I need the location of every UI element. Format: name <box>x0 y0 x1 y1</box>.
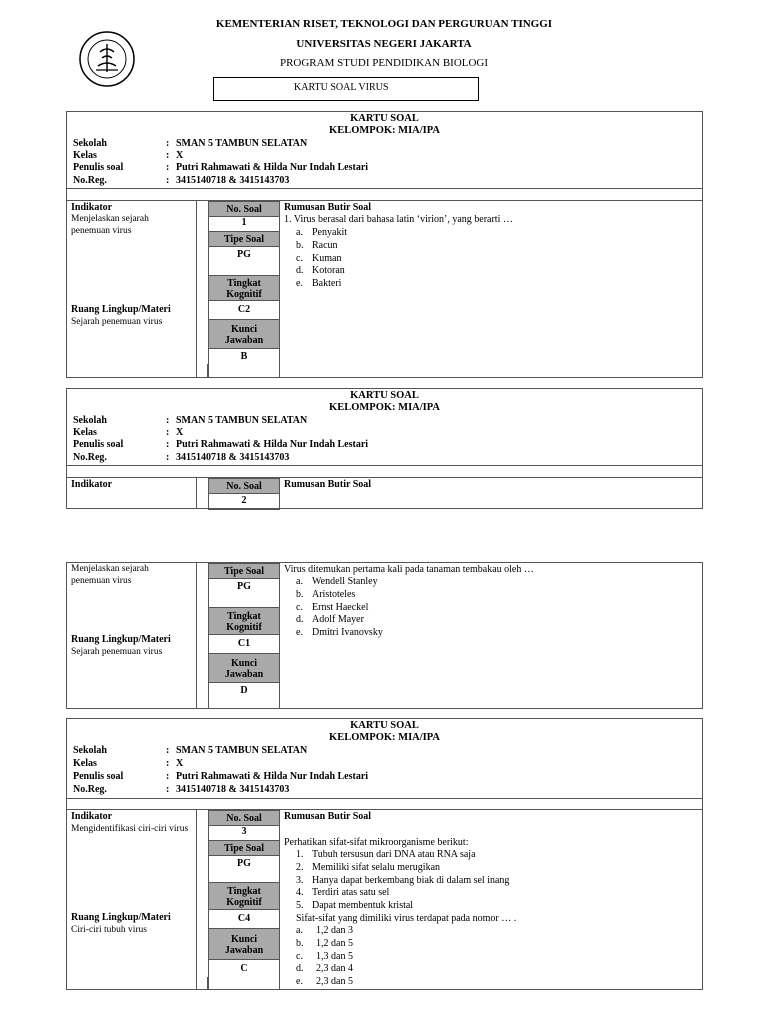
kunci-header: Kunci Jawaban <box>208 319 280 349</box>
option: c. 1,3 dan 5 <box>296 950 353 962</box>
materi-label: Ruang Lingkup/Materi <box>71 634 171 645</box>
question-text: Virus ditemukan pertama kali pada tanaman tembakau oleh … <box>284 564 534 575</box>
card-title: KARTU SOAL <box>350 720 419 731</box>
kognitif-value: C4 <box>208 909 280 929</box>
no-soal-header: No. Soal <box>208 478 280 494</box>
question-text: Sifat-sifat yang dimiliki virus terdapat pada nomor … . <box>296 913 517 924</box>
option: b. Racun <box>296 239 338 251</box>
answer-options <box>284 925 353 989</box>
tingkat-header: Tingkat Kognitif <box>208 607 280 635</box>
statement: 1. Tubuh tersusun dari DNA atau RNA saja <box>296 849 476 860</box>
tingkat-header: Tingkat Kognitif <box>208 882 280 910</box>
question-card-3 <box>66 718 703 990</box>
tipe-soal-value: PG <box>208 855 280 883</box>
no-soal-header: No. Soal <box>208 201 280 217</box>
rumusan-label: Rumusan Butir Soal <box>284 811 372 822</box>
tipe-soal-header: Tipe Soal <box>208 563 280 579</box>
statement: 5. Dapat membentuk kristal <box>296 900 414 912</box>
kunci-value: D <box>208 682 280 709</box>
ministry-title: KEMENTERIAN RISET, TEKNOLOGI DAN PERGURUAN TINGGI <box>215 18 553 30</box>
statement: 4. Terdiri atas satu sel <box>296 887 390 899</box>
answer-options <box>284 576 383 640</box>
tipe-soal-value: PG <box>208 578 280 608</box>
document-title: KARTU SOAL VIRUS <box>294 82 389 93</box>
meta-writer: Penulis soal : Putri Rahmawati & Hilda Nur Indah Lestari <box>73 439 369 450</box>
option: e. Dmitri Ivanovsky <box>296 627 383 639</box>
tipe-soal-header: Tipe Soal <box>208 840 280 856</box>
answer-options <box>284 227 347 291</box>
materi-text: Sejarah penemuan virus <box>71 647 163 657</box>
tingkat-header: Tingkat Kognitif <box>208 275 280 301</box>
rumusan-label: Rumusan Butir Soal <box>284 202 372 213</box>
meta-school: Sekolah : SMAN 5 TAMBUN SELATAN <box>73 138 308 149</box>
card-subtitle: KELOMPOK: MIA/IPA <box>329 125 440 136</box>
document-title-box <box>213 77 479 101</box>
statement: 2. Memiliki sifat selalu merugikan <box>296 861 441 873</box>
meta-class: Kelas : X <box>73 758 184 769</box>
materi-text: Ciri-ciri tubuh virus <box>71 925 147 935</box>
materi-label: Ruang Lingkup/Materi <box>71 912 171 923</box>
meta-school: Sekolah : SMAN 5 TAMBUN SELATAN <box>73 415 308 426</box>
meta-reg: No.Reg. : 3415140718 & 3415143703 <box>73 452 290 463</box>
question-card-1 <box>66 111 703 378</box>
kunci-value: B <box>208 348 280 378</box>
no-soal-header: No. Soal <box>208 810 280 826</box>
meta-reg: No.Reg. : 3415140718 & 3415143703 <box>73 175 290 186</box>
indikator-text: Menjelaskan sejarah penemuan virus <box>71 564 149 586</box>
no-soal-value: 3 <box>208 825 280 841</box>
no-soal-value: 1 <box>208 216 280 232</box>
statement-list <box>284 849 509 913</box>
indikator-label: Indikator <box>71 202 113 213</box>
meta-school: Sekolah : SMAN 5 TAMBUN SELATAN <box>73 745 308 756</box>
option: d. 2,3 dan 4 <box>296 963 353 975</box>
kunci-header: Kunci Jawaban <box>208 928 280 960</box>
meta-writer: Penulis soal : Putri Rahmawati & Hilda Nur Indah Lestari <box>73 162 369 173</box>
tipe-soal-value: PG <box>208 246 280 276</box>
question-text: 1. Virus berasal dari bahasa latin ‘virion’, yang berarti … <box>284 214 513 225</box>
question-card-2-continued <box>66 562 703 709</box>
indikator-label: Indikator <box>71 479 113 490</box>
statement: 3. Hanya dapat berkembang biak di dalam sel inang <box>296 874 510 886</box>
card-subtitle: KELOMPOK: MIA/IPA <box>329 402 440 413</box>
indikator-label: Indikator <box>71 811 113 822</box>
question-card-2 <box>66 388 703 509</box>
meta-reg: No.Reg. : 3415140718 & 3415143703 <box>73 784 290 795</box>
kunci-value: C <box>208 959 280 990</box>
card-title: KARTU SOAL <box>350 113 419 124</box>
meta-writer: Penulis soal : Putri Rahmawati & Hilda Nur Indah Lestari <box>73 771 369 782</box>
kognitif-value: C1 <box>208 634 280 654</box>
tipe-soal-header: Tipe Soal <box>208 231 280 247</box>
question-intro: Perhatikan sifat-sifat mikroorganisme berikut: <box>284 837 469 848</box>
kunci-header: Kunci Jawaban <box>208 653 280 683</box>
materi-label: Ruang Lingkup/Materi <box>71 304 171 315</box>
option: c. Ernst Haeckel <box>296 601 369 613</box>
option: a. Wendell Stanley <box>296 576 378 587</box>
option: c. Kuman <box>296 252 342 264</box>
meta-class: Kelas : X <box>73 427 184 438</box>
kognitif-value: C2 <box>208 300 280 320</box>
no-soal-value: 2 <box>208 493 280 510</box>
university-title: UNIVERSITAS NEGERI JAKARTA <box>296 38 472 50</box>
rumusan-label: Rumusan Butir Soal <box>284 479 372 490</box>
option: a. Penyakit <box>296 227 347 238</box>
meta-class: Kelas : X <box>73 150 184 161</box>
option: a. 1,2 dan 3 <box>296 925 353 936</box>
option: b. Aristoteles <box>296 588 356 600</box>
program-title: PROGRAM STUDI PENDIDIKAN BIOLOGI <box>279 57 489 69</box>
materi-text: Sejarah penemuan virus <box>71 317 163 327</box>
card-subtitle: KELOMPOK: MIA/IPA <box>329 732 440 743</box>
option: b. 1,2 dan 5 <box>296 937 353 949</box>
option: d. Adolf Mayer <box>296 614 364 626</box>
option: e. Bakteri <box>296 278 342 290</box>
card-title: KARTU SOAL <box>350 390 419 401</box>
indikator-text: Menjelaskan sejarah penemuan virus <box>71 214 149 236</box>
option: e. 2,3 dan 5 <box>296 976 353 988</box>
indikator-text: Mengidentifikasi ciri-ciri virus <box>71 824 189 834</box>
option: d. Kotoran <box>296 265 345 277</box>
